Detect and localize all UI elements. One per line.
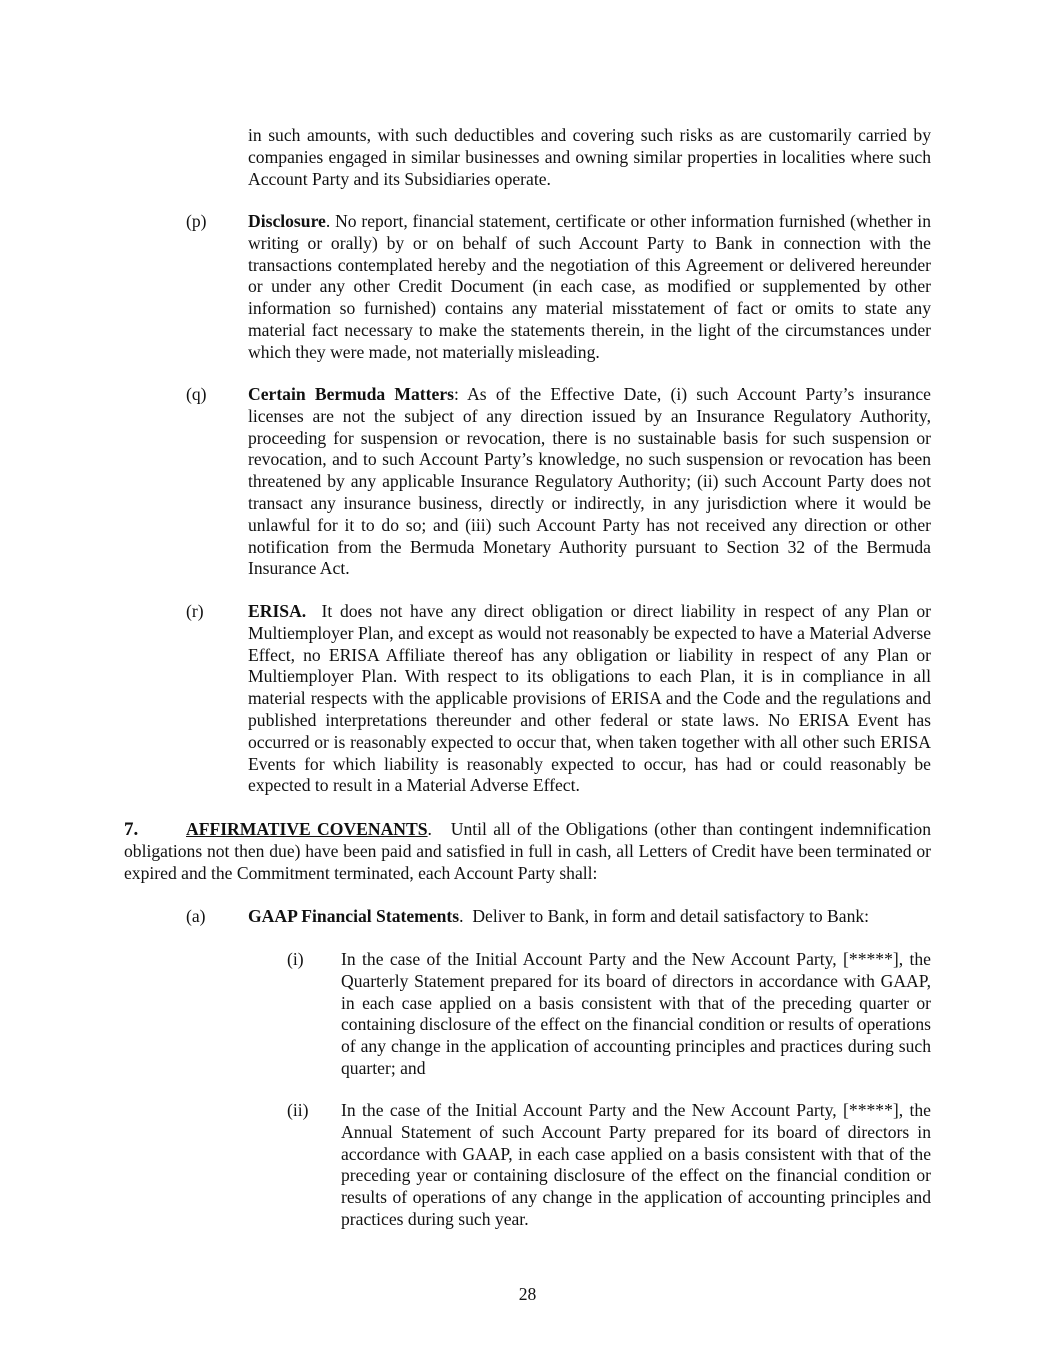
subclause-body: In the case of the Initial Account Party and the New Account Party, [*****], the Quarterly Statement prepared for its board of directors in accordance with GAAP, in each case applied on a basis consistent with that of the preceding quarter or containing disclosure of the effect on the financial condition or results of operations of any change in the application of accounting principles and practices during such quarter; and xyxy=(341,949,931,1078)
clause-q xyxy=(186,384,931,580)
clause-r xyxy=(186,601,931,797)
subclause-label: (ii) xyxy=(287,1100,309,1120)
clause-heading: Disclosure xyxy=(248,211,326,231)
clause-body: Deliver to Bank, in form and detail satisfactory to Bank: xyxy=(472,906,870,926)
subclause-label: (i) xyxy=(287,949,304,969)
clause-heading: Certain Bermuda Matters xyxy=(248,384,454,404)
clause-label: (a) xyxy=(186,906,206,926)
section-number: 7. xyxy=(124,819,139,840)
section-body: Until all of the Obligations (other than contingent indemnification obligations not then due) have been paid and satisfied in full in cash, all Letters of Credit have been terminated or expired and the Commitment terminated, each Account Party shall: xyxy=(124,819,931,883)
subclause-ii xyxy=(287,1100,931,1231)
clause-body: It does not have any direct obligation or direct liability in respect of any Plan or Multiemployer Plan, and except as would not reasonably be expected to have a Material Adverse Effect, no ERISA Affiliate thereof has any obligation or liability in respect of any Plan or Multiemployer Plan. With respect to its obligations to each Plan, it is in compliance in all material respects with the applicable provisions of ERISA and the Code and the regulations and published interpretations thereunder and other federal or state laws. No ERISA Event has occurred or is reasonably expected to occur that, when taken together with all other such ERISA Events for which liability is reasonably expected to occur, has had or could reasonably be expected to result in a Material Adverse Effect. xyxy=(248,601,931,796)
clause-heading-punct: . xyxy=(459,906,473,926)
clause-a xyxy=(186,906,931,928)
clause-body: As of the Effective Date, (i) such Account Party’s insurance licenses are not the subject of any direction issued by an Insurance Regulatory Authority, proceeding for suspension or revocation, there is no sustainable basis for such suspension or revocation, and to such Account Party’s knowledge, no such suspension or revocation has been threatened by any applicable Insurance Regulatory Authority; (ii) such Account Party does not transact any insurance business, directly or indirectly, in any jurisdiction where it would be unlawful for it to do so; and (iii) such Account Party has not received any direction or other notification from the Bermuda Monetary Authority pursuant to Section 32 of the Bermuda Insurance Act. xyxy=(248,384,931,579)
continuation-paragraph: in such amounts, with such deductibles and covering such risks as are customarily carried by companies engaged in similar businesses and owning similar properties in localities where such Account Party and its Subsidiaries operate. xyxy=(248,125,931,189)
subclause-body: In the case of the Initial Account Party and the New Account Party, [*****], the Annual Statement of such Account Party prepared for its board of directors in accordance with GAAP, in each case applied on a basis consistent with that of the preceding year or containing disclosure of the effect on the financial condition or results of operations of any change in the application of accounting principles and practices during such year. xyxy=(341,1100,931,1229)
clause-p xyxy=(186,211,931,364)
clause-heading: ERISA. xyxy=(248,601,307,621)
clause-heading-punct: : xyxy=(453,384,468,404)
clause-body: No report, financial statement, certificate or other information furnished (whether in writing or orally) by or on behalf of such Account Party to Bank in connection with the transactions contemplated hereby and the negotiation of this Agreement or delivered hereunder or under any other Credit Document (in each case, as modified or supplemented by other information so furnished) contains any material misstatement of fact or omits to state any material fact necessary to make the statements therein, in the light of the circumstances under which they were made, not materially misleading. xyxy=(248,211,931,362)
section-7 xyxy=(124,819,931,884)
clause-label: (r) xyxy=(186,601,204,621)
page-number: 28 xyxy=(518,1284,537,1304)
clause-heading-punct: . xyxy=(325,211,336,231)
clause-heading-punct xyxy=(306,601,321,621)
subclause-i xyxy=(287,949,931,1080)
clause-heading: GAAP Financial Statements xyxy=(248,906,460,926)
section-title-punct: . xyxy=(427,819,432,839)
clause-label: (q) xyxy=(186,384,207,404)
section-title: AFFIRMATIVE COVENANTS xyxy=(186,819,428,839)
clause-label: (p) xyxy=(186,211,207,231)
